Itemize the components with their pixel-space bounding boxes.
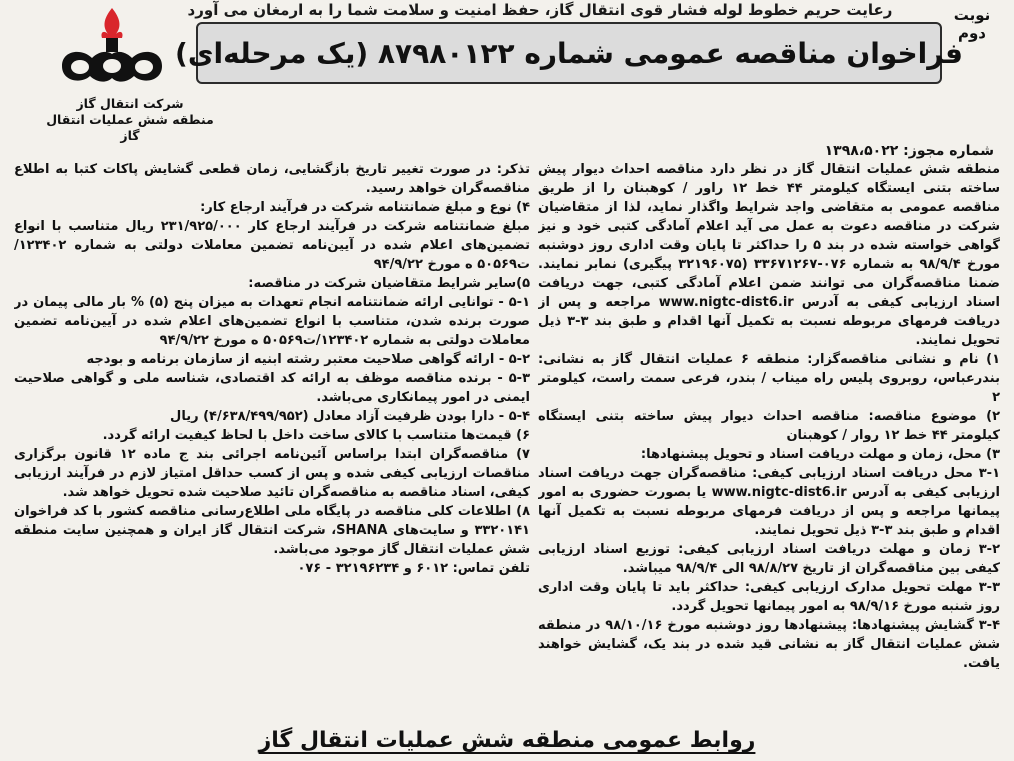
item-3-3: ۳-۳ مهلت تحویل مدارک ارزیابی کیفی: حداکثر باید تا پایان وقت اداری روز شنبه مورخ ۹۸/۹/۱۶ به امور پیمانها تحویل گردد. bbox=[538, 580, 1000, 614]
safety-slogan: رعایت حریم خطوط لوله فشار قوی انتقال گاز، حفظ امنیت و سلامت شما را به ارمغان می آورد bbox=[187, 1, 893, 19]
item-3-4: ۳-۴ گشایش پیشنهادها: پیشنهادها روز دوشنبه مورخ ۹۸/۱۰/۱۶ در منطقه شش عملیات انتقال گاز به نشانی قید شده در بند یک، گشایش خواهند یافت. bbox=[538, 618, 1000, 671]
item-1: ۱) نام و نشانی مناقصه‌گزار: منطقه ۶ عملیات انتقال گاز به نشانی: بندرعباس، روبروی پلیس راه میناب / بندر، فرعی سمت راست، کیلومتر ۲ bbox=[538, 352, 1000, 405]
public-relations-signature: روابط عمومی منطقه شش عملیات انتقال گاز bbox=[258, 728, 756, 753]
left-column bbox=[14, 160, 530, 700]
item-3-1-text-2: یا بصورت حضوری به امور پیمانها مراجعه و پس از دریافت فرمهای مربوطه نسبت به تکمیل آنها اقدام و طبق بند ۳-۳ ذیل تحویل نمایند. bbox=[538, 485, 1000, 538]
company-line1: شرکت انتقال گاز bbox=[76, 96, 184, 111]
contact-phone: تلفن تماس: ۶۰۱۲ و ۳۲۱۹۶۲۳۴ - ۰۷۶ bbox=[297, 561, 530, 576]
nigc-flame-logo-icon bbox=[52, 6, 172, 92]
paragraph bbox=[538, 160, 1000, 350]
item-5-2: ۵-۲ - ارائه گواهی صلاحیت معتبر رشته ابنیه از سازمان برنامه و بودجه bbox=[86, 352, 530, 367]
item-2: ۲) موضوع مناقصه: مناقصه احداث دیوار پیش ساخته بتنی ایستگاه کیلومتر ۴۴ خط ۱۲ روار / کوهبنان bbox=[538, 409, 1000, 443]
note: تذکر: در صورت تغییر تاریخ بازگشایی، زمان قطعی گشایش پاکات کتبا به اطلاع مناقصه‌گران خواهد رسید. bbox=[14, 162, 530, 196]
item-3-1 bbox=[538, 464, 1000, 540]
item-8: ۸) اطلاعات کلی مناقصه در پایگاه ملی اطلاع‌رسانی مناقصه کشور با کد فراخوان ۳۳۲۰۱۴۱ و سایت‌های SHANA، شرکت انتقال گاز ایران و همچنین سایت منطقه شش عملیات انتقال گاز موجود می‌باشد. bbox=[14, 504, 530, 557]
item-6: ۶) قیمت‌ها متناسب با کالای ساخت داخل با لحاظ کیفیت ارائه گردد. bbox=[102, 428, 530, 443]
company-line2: منطقه شش عملیات انتقال گاز bbox=[46, 112, 214, 143]
item-5-4: ۵-۴ - دارا بودن ظرفیت آزاد معادل (۴/۶۳۸/۴۹۹/۹۵۲) ریال bbox=[170, 409, 530, 424]
item-5: ۵)سایر شرایط متقاضیان شرکت در مناقصه: bbox=[248, 276, 530, 291]
website-link-2[interactable]: www.nigtc-dist6.ir bbox=[711, 485, 847, 500]
item-4-body: مبلغ ضمانتنامه شرکت در فرآیند ارجاع کار ۲۳۱/۹۲۵/۰۰۰ ریال متناسب با انواع تضمین‌های اعلام شده در آیین‌نامه تضمین معاملات دولتی به شماره ۱۲۳۴۰۲/ت۵۰۵۶۹ ه مورخ ۹۴/۹/۲۲ bbox=[14, 219, 530, 272]
right-column bbox=[538, 160, 1000, 720]
item-5-1: ۵-۱ - توانایی ارائه ضمانتنامه انجام تعهدات به میزان پنج (۵) % بار مالی پیمان در صورت برنده شدن، متناسب با انواع تضمین‌های اعلام شده در آیین‌نامه تضمین معاملات دولتی به شماره ۱۲۳۴۰۲/ت۵۰۵۶۹ ه مورخ ۹۴/۹/۲۲ bbox=[14, 295, 530, 348]
tender-title: فراخوان مناقصه عمومی شماره ۸۷۹۸۰۱۲۲ (یک مرحله‌ای) bbox=[175, 36, 963, 70]
item-7: ۷) مناقصه‌گران ابتدا براساس آئین‌نامه اجرائی بند ج ماده ۱۲ قانون برگزاری مناقصات ارزیابی کیفی شده و پس از کسب حداقل امتیاز لازم در فرآیند ارزیابی کیفی، اسناد مناقصه به مناقصه‌گران تائید صلاحیت شده تحویل خواهد شد. bbox=[14, 447, 530, 500]
title-banner bbox=[175, 22, 963, 84]
item-3-2: ۳-۲ زمان و مهلت دریافت اسناد ارزیابی کیفی: توزیع اسناد ارزیابی کیفی بین مناقصه‌گران از تاریخ ۹۸/۸/۲۷ الی ۹۸/۹/۴ میباشد. bbox=[538, 542, 1000, 576]
item-3-1-text: ۳-۱ محل دریافت اسناد ارزیابی کیفی: مناقصه‌گران جهت دریافت اسناد ارزیابی کیفی به آدرس bbox=[538, 466, 1000, 500]
issue-number: نوبت دوم bbox=[953, 6, 991, 42]
website-link[interactable]: www.nigtc-dist6.ir bbox=[658, 295, 794, 310]
item-3: ۳) محل، زمان و مهلت دریافت اسناد و تحویل پیشنهادها: bbox=[640, 447, 1000, 462]
footer bbox=[0, 720, 1014, 761]
item-5-3: ۵-۳ - برنده مناقصه موظف به ارائه کد اقتصادی، شناسه ملی و گواهی صلاحیت ایمنی در امور پیمانکاری می‌باشد. bbox=[14, 371, 530, 405]
company-name bbox=[40, 96, 220, 144]
intro-text-2: مراجعه و پس از دریافت فرمهای مربوطه نسبت به تکمیل آنها اقدام و طبق بند ۳-۳ ذیل تحویل نمایند. bbox=[538, 295, 1000, 348]
permit-number: شماره مجوز: ۱۳۹۸،۵۰۲۲ bbox=[824, 143, 994, 159]
item-4: ۴) نوع و مبلغ ضمانتنامه شرکت در فرآیند ارجاع کار: bbox=[200, 200, 530, 215]
intro-text: منطقه شش عملیات انتقال گاز در نظر دارد مناقصه احداث دیوار پیش ساخته بتنی ایستگاه کیلومتر ۴۴ خط ۱۲ راور / کوهبنان را از طریق مناقصه عمومی به متقاضی واجد شرایط واگذار نماید، لذا از متقاضیان شرکت در مناقصه دعوت به عمل می آید اعلام آمادگی کتبی خود و نیز گواهی خواسته شده در بند ۵ را حداکثر تا پایان وقت اداری روز دوشنبه مورخ ۹۸/۹/۴ به شماره ۰۷۶-۳۳۶۷۱۲۶۷ (۳۲۱۹۶۰۷۵ پیگیری) نمابر نمایند. ضمنا مناقصه‌گران می توانند ضمن اعلام آمادگی کتبی، جهت دریافت اسناد ارزیابی کیفی به آدرس bbox=[538, 162, 1000, 310]
